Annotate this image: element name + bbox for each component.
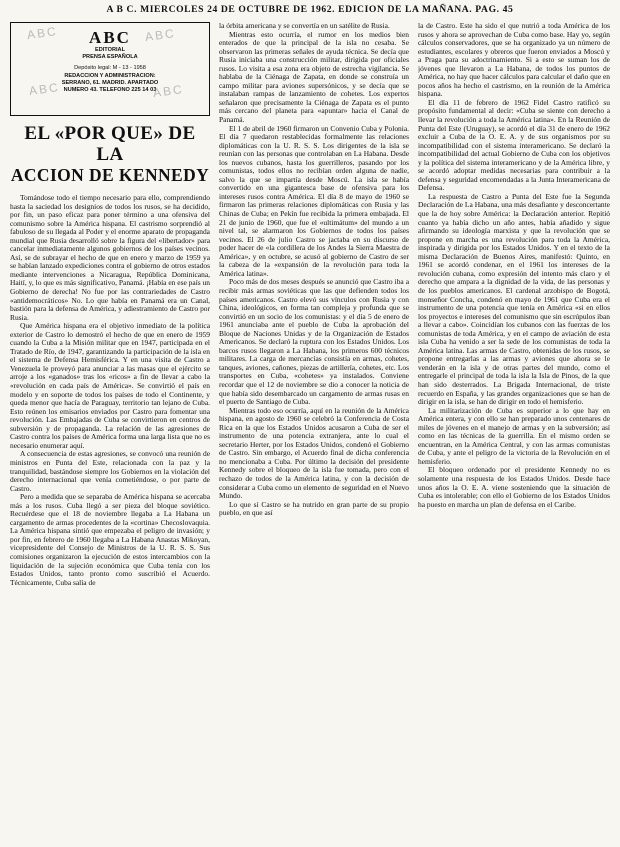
paragraph: la de Castro. Este ha sido el que nutrió a toda América de los rusos y ahora se aprovechan de Cuba como base. Hay yo, según cálculos conservadores, que se ha organizado ya un número de estudiantes, escolares y obreros que fueron enviados a Moscú y a Praga para su adoctrinamiento. Si a esto se suman los de jóvenes que llevaron a La Habana, de todos los puntos de América, no hay que hacer cálculos para calcular el daño que en pocos años ha hecho el castrismo, en la reunión de la América hispana. [418, 22, 610, 99]
library-stamp-watermark: ABC ABC ABC ABC [26, 23, 185, 101]
paragraph: la órbita americana y se convertía en un satélite de Rusia. [219, 22, 390, 30]
paragraph: Pero a medida que se separaba de América hispana se acercaba más a los rusos. Cuba llegó a ser pieza del bloque soviético. Recuérdese que el 18 de noviembre llegaba a La Habana un cargamento de armas procedentes de la «cortina» Checoslovaquia. La América hispana sintió que empezaba el peligro de invasión; y por fin, en febrero de 1960 llegaba a La Habana Anastas Mikoyan, vicepresidente del Consejo de Ministros de la U. R. S. S. Sus comisiones organizaron la ejecución de estos intercambios con la liquidación de la sujeción económica que Cuba tenía con los Estados Unidos, tanto pronto como suscribió el Acuerdo. Técnicamente, Cuba salía de [10, 492, 210, 587]
paragraph: Mientras esto ocurría, el rumor en los medios bien enterados de que la principal de la isla no cesaba. Se observaron las primeras señales de ayuda técnica. Se decía que Rusia iniciaba una construcción militar, dirigida por oficiales rusos. Lo visita a esa zona era objeto de estrecha vigilancia. Se hablaba de la Ciénaga de Zapata, en donde se construía un campo militar para aviones supersónicos, y se decía que se instalaban rampas de lanzamiento de cohetes. Los expertos señalaron que precisamente la Ciénaga de Zapata es el punto más cercano del planeta para «apuntar» hacia el Canal de Panamá. [219, 29, 409, 125]
paragraph: El día 11 de febrero de 1962 Fidel Castro ratificó su propósito fundamental al decir: «Cuba se siente con derecho a llevar la revolución a toda la América latina». En la Reunión de Punta del Este (Uruguay), se acordó el día 31 de enero de 1962 excluir a Cuba de la O. E. A. y de sus organismos por su incompatibilidad con el sistema interamericano. Se declaró la incompatibilidad del actual Gobierno de Cuba con los objetivos y la política del sistema interamericano y de la América libre, y se acordó adoptar medidas necesarias para contribuir a la defensa y seguridad encomendadas a la Junta Interamericana de Defensa. [418, 97, 610, 193]
masthead-title: ABC [89, 28, 131, 47]
headline-line-2: ACCION DE KENNEDY [10, 165, 210, 185]
paragraph: Poco más de dos meses después se anunció que Castro iba a recibir más armas soviéticas que las que defienden todos los países americanos. Castro elevó sus vínculos con Rusia y con China, ideológicos, en forma tan compleja y profunda que se convirtió en un socio de los comunistas: y el día 5 de enero de 1961 anunciaba ante el pueblo de Cuba la aprobación del Bloque de Naciones Unidas y de la Organización de Estados Americanos. Se declaró la ruptura con los Estados Unidos. Los barcos rusos llegaron a La Habana, los primeros 600 técnicos militares. La carga de mercancías consistía en armas, cohetes, tanques, aviones, cañones, piezas de artillería, cohetes, etc. Los transportes en Cuba, «cohetes» ya instalados. Conviene recordar que el 12 de noviembre se dio a conocer la noticia de que había sido desembarcado un cargamento de armas rusas en el puerto de Santiago de Cuba. [219, 277, 409, 407]
paragraph: Que América hispana era el objetivo inmediato de la política exterior de Castro lo demostró el hecho de que en enero de 1959 cuando la Cuba a la Misión militar que en 1947, participada en el Tratado de Río, de 1947, garantizando la participación de la isla en el sistema de Defensa Hemisférica. Y en una visita de Castro a Venezuela le proveyó para anunciar a las masas que el ejército se arroje a los «ganados» tras los «ricos» a fin de llevar a cabo la «revolución en cada país de América». Se convirtió el país en modelo y en soporte de todos los países de todo el Continente, y queda menor que hacía de Paraguay, territorio tan lejano de Cuba. Esto reúnen los emisarios enviados por Castro para fomentar una revolución. Las Embajadas de Cuba se convirtieron en centros de subversión y de propaganda. La relación de las agresiones de Castro contra los países de América forma una larga lista que no es necesario enumerar aquí. [10, 321, 210, 450]
paragraph: Mientras todo eso ocurría, aquí en la reunión de la América hispana, en agosto de 1960 se celebró la Conferencia de Costa Rica en la que los Estados Unidos acusaron a Cuba de ser el instrumento de una potencia extranjera, ante lo cual el secretario Herter, por los Estados Unidos, condenó el Gobierno de Castro. Sin embargo, el Acuerdo final de dicha conferencia no mencionaba a Cuba. Por último la decisión del presidente Kennedy sobre el bloqueo de la isla fue tomada, pero con el rechazo de todos de la América latina, y con la decisión de considerar a Cuba como un elemento de seguridad en el Nuevo Mundo. [219, 405, 409, 501]
column-1 [10, 22, 210, 841]
masthead-subtitle-1: EDITORIAL [94, 47, 126, 53]
masthead-deposit: Depósito legal: M - 13 - 1958 [74, 65, 146, 72]
column-2 [219, 22, 409, 841]
column-3 [418, 22, 610, 841]
paragraph: Tomándose todo el tiempo necesario para ello, comprendiendo hasta la saciedad los designios de todos los rusos, se ha decidido, por fin, un paso eficaz para poner término a una ofensiva del comunismo sobre la América hispana. El castrismo sorprendió al fabuloso de su llegada al Poder y el enorme aparato de propaganda mundial que Rusia desarrolló sobre la figura del «libertador» para cancelar inmediatamente algunos gobiernos de los países vecinos. Así, se de subrayar el hecho de que en enero y marzo de 1959 ya se habían lanzado expediciones contra el gobierno de otros estados mediante intervenciones a Nicaragua, República Dominicana, Haití, y, lo que es más significativo, Panamá. ¡Había en ese país un Gobierno de derecha! No fue por las contrariedades de Castro «antidemocráticos» No. Lo que había en Panamá era un Canal, bastión para la defensa de América, y adiestramiento de Castro por Rusia. [10, 193, 210, 322]
paragraph: El bloqueo ordenado por el presidente Kennedy no es solamente una respuesta de los Estados Unidos. Desde hace unos años la O. E. A. viene sosteniendo que la situación de Cuba es intolerable; con ello el Gobierno de los Estados Unidos ha puesto en marcha un plan de defensa en el Caribe. [418, 465, 610, 509]
paragraph: La militarización de Cuba es superior a lo que hay en América entera, y con ello se han preparado unos centenares de miles de jóvenes en el manejo de armas y en la subversión; así como en las técnicas de la guerrilla. En el mismo orden se encuentran, en la América Central, y con las armas comunistas de Cuba, y ante el peligro de la victoria de la Revolución en el hemisferio. [418, 405, 610, 466]
paragraph: El 1 de abril de 1960 firmaron un Convenio Cuba y Polonia. El día 7 quedaron restablecidas formalmente las relaciones diplomáticas con la U. R. S. S. Los dirigentes de la isla se reunían con las personas que controlaban en La Habana. Desde los nuevos cubanos, hasta los guerrilleros, pasando por los comunistas, todos ellos no recibían orden alguna de nadie, salvo la que se impartía desde Moscú. La isla se había convertido en una gigantesca base de ofensiva para los intereses rusos contra América. El día 8 de mayo de 1960 se firmaron las primeras relaciones diplomáticas con Rusia y las Chinas de Cuba; en Pekín fue recibida la primera embajada. El 21 de junio de 1960, que fue el «ultimátum» del mundo a un nivel tal, se alarmaron los Gobiernos de todos los países vecinos. El 26 de julio Castro se jactaba en su discurso de poder hacer de «la cordillera de los Andes la Sierra Maestra de América», y en octubre, se acusó al gobierno de Castro de ser la cabeza de la «expansión de la revolución para toda la América latina». [219, 123, 409, 278]
masthead-line-2: SERRANO, 61. MADRID. APARTADO [61, 79, 159, 86]
masthead-line-3: NUMERO 43. TELEFONO 225 14 03 [63, 87, 157, 94]
paragraph: La respuesta de Castro a Punta del Este fue la Segunda Declaración de La Habana, una más desafiante y desconcertante que la de hoy sobre América: la Declaración anterior. Repitió cuanto ya había dicho un año antes, había añadido y sigue afirmando su ideología marxista y que la revolución que se propone en marcha es una revolución para toda la América, inspirada y dirigida por los Estados Unidos. Y en el texto de la misma Declaración de Buenos Aires, manifestó: Quinto, en 1961 se acordó condenar, en el 1961 los intereses de la revolución cubana, como expresión del intento más claro y el derecho que ampara a la dignidad de la vida, de las personas y de los pueblos americanos. El cardenal arzobispo de Bogotá, monseñor Concha, condenó en mayo de 1961 que Cuba era el instrumento de una potencia que tenía en América «si en ellos los proyectos e intereses del comunismo que sin escrúpulos iban a llevar a cabo». Coincidían los cubanos con las fuerzas de los comunistas de toda América, y en el campo de aviación de esta isla Cuba ha venido a ser la sede de los comunistas de toda la América latina. Las armas de Castro, obtenidas de los rusos, se propone entregarlas a las armas y aviones que ahora se le venderán en la isla y de otras partes del mundo, como el entregarle el principal de toda la isla la Isla de Pinos, de la que han sido desterrados. La Brigada Internacional, de triste recuerdo en España, y las grandes organizaciones que se han de dirigir en la isla, se han de dirigir en todo el hemisferio. [418, 191, 610, 407]
masthead-box [10, 22, 210, 116]
article-headline [10, 123, 210, 186]
headline-line-1: EL «POR QUE» DE LA [24, 123, 196, 165]
masthead-subtitle-2: PRENSA ESPAÑOLA [82, 54, 138, 61]
page-header: A B C. MIERCOLES 24 DE OCTUBRE DE 1962. EDICION DE LA MAÑANA. PAG. 45 [106, 4, 514, 15]
masthead-line-1: REDACCION Y ADMINISTRACION: [64, 72, 156, 79]
paragraph: Lo que sí Castro se ha nutrido en gran parte de su propio pueblo, en que así [219, 499, 409, 518]
paragraph: A consecuencia de estas agresiones, se convocó una reunión de ministros en Punta del Este, relacionada con la paz y la tranquilidad, bastándose siempre los Gobiernos en la violación del derecho internacional que venía cometiéndose, o por parte de Castro. [10, 449, 210, 493]
